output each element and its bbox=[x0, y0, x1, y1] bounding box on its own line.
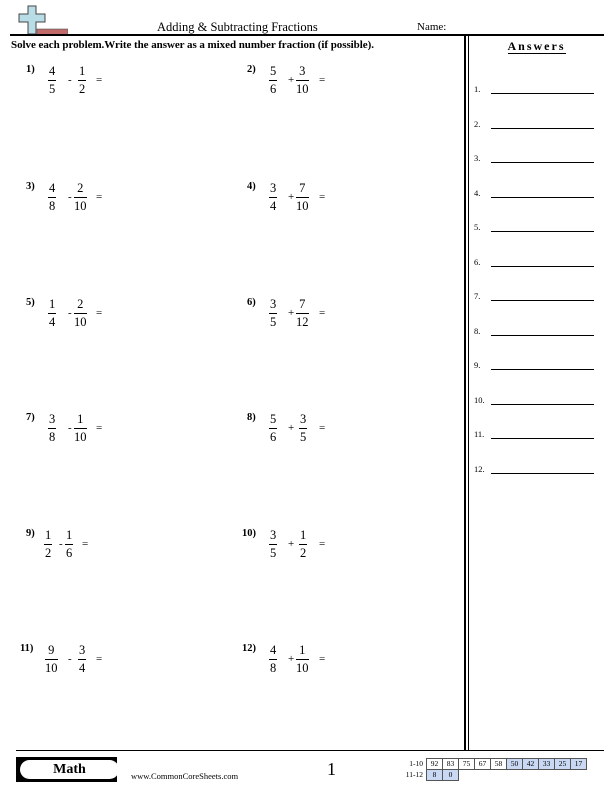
fraction-b: 3 4 bbox=[79, 643, 86, 675]
answer-line-11[interactable]: 11. bbox=[474, 425, 594, 439]
problem-8: 8) 5 6 + 3 5 = bbox=[247, 412, 326, 444]
problem-3: 3) 4 8 - 2 10 = bbox=[26, 181, 103, 213]
fraction-b: 1 2 bbox=[79, 64, 86, 96]
answer-line-8[interactable]: 8. bbox=[474, 322, 594, 336]
fraction-b: 1 10 bbox=[296, 643, 309, 675]
footer-divider bbox=[16, 750, 604, 751]
problem-10: 10) 3 5 + 1 2 = bbox=[242, 528, 326, 560]
fraction-a: 4 5 bbox=[49, 64, 56, 96]
answers-heading: Answers bbox=[507, 39, 566, 53]
subject-badge: Math bbox=[16, 757, 117, 782]
header-divider bbox=[10, 34, 604, 36]
problem-2: 2) 5 6 + 3 10 = bbox=[247, 64, 326, 96]
problem-4: 4) 3 4 + 7 10 = bbox=[247, 181, 326, 213]
answer-line-10[interactable]: 10. bbox=[474, 391, 594, 405]
answer-line-7[interactable]: 7. bbox=[474, 287, 594, 301]
fraction-a: 1 2 bbox=[45, 528, 52, 560]
fraction-b: 2 10 bbox=[74, 297, 87, 329]
problem-7: 7) 3 8 - 1 10 = bbox=[26, 412, 103, 444]
fraction-a: 5 6 bbox=[270, 412, 277, 444]
site-url: www.CommonCoreSheets.com bbox=[131, 771, 239, 781]
fraction-b: 3 10 bbox=[296, 64, 309, 96]
answer-line-2[interactable]: 2. bbox=[474, 115, 594, 129]
score-table bbox=[397, 758, 587, 781]
score-row: 11-12 8 0 bbox=[397, 770, 587, 781]
fraction-a: 1 4 bbox=[49, 297, 56, 329]
problem-12: 12) 4 8 + 1 10 = bbox=[242, 643, 326, 675]
fraction-b: 1 10 bbox=[74, 412, 87, 444]
answer-line-5[interactable]: 5. bbox=[474, 218, 594, 232]
fraction-a: 3 5 bbox=[270, 297, 277, 329]
fraction-b: 1 2 bbox=[300, 528, 307, 560]
plus-sign-logo-icon bbox=[16, 5, 68, 36]
fraction-a: 3 8 bbox=[49, 412, 56, 444]
answer-line-6[interactable]: 6. bbox=[474, 253, 594, 267]
page-title: Adding & Subtracting Fractions bbox=[157, 20, 318, 34]
page-number: 1 bbox=[327, 759, 336, 779]
problem-5: 5) 1 4 - 2 10 = bbox=[26, 297, 103, 329]
fraction-a: 3 5 bbox=[270, 528, 277, 560]
answer-line-3[interactable]: 3. bbox=[474, 149, 594, 163]
fraction-a: 9 10 bbox=[45, 643, 58, 675]
fraction-b: 3 5 bbox=[300, 412, 307, 444]
fraction-a: 5 6 bbox=[270, 64, 277, 96]
name-label: Name: bbox=[417, 21, 447, 33]
answer-line-1[interactable]: 1. bbox=[474, 80, 594, 94]
problem-1: 1) 4 5 - 1 2 = bbox=[26, 64, 103, 96]
problem-11: 11) 9 10 - 3 4 = bbox=[20, 643, 103, 675]
problem-9: 9) 1 2 - 1 6 = bbox=[26, 528, 89, 560]
fraction-b: 7 10 bbox=[296, 181, 309, 213]
fraction-a: 4 8 bbox=[270, 643, 277, 675]
column-divider bbox=[468, 36, 470, 750]
answer-line-4[interactable]: 4. bbox=[474, 184, 594, 198]
answer-line-12[interactable]: 12. bbox=[474, 460, 594, 474]
fraction-a: 4 8 bbox=[49, 181, 56, 213]
fraction-a: 3 4 bbox=[270, 181, 277, 213]
fraction-b: 1 6 bbox=[66, 528, 73, 560]
score-row: 1-10 92 83 75 67 58 50 42 33 25 17 bbox=[397, 759, 587, 770]
fraction-b: 2 10 bbox=[74, 181, 87, 213]
answer-line-9[interactable]: 9. bbox=[474, 356, 594, 370]
column-divider bbox=[464, 36, 466, 750]
fraction-b: 7 12 bbox=[296, 297, 309, 329]
problem-6: 6) 3 5 + 7 12 = bbox=[247, 297, 326, 329]
instructions: Solve each problem.Write the answer as a mixed number fraction (if possible). bbox=[11, 39, 374, 51]
